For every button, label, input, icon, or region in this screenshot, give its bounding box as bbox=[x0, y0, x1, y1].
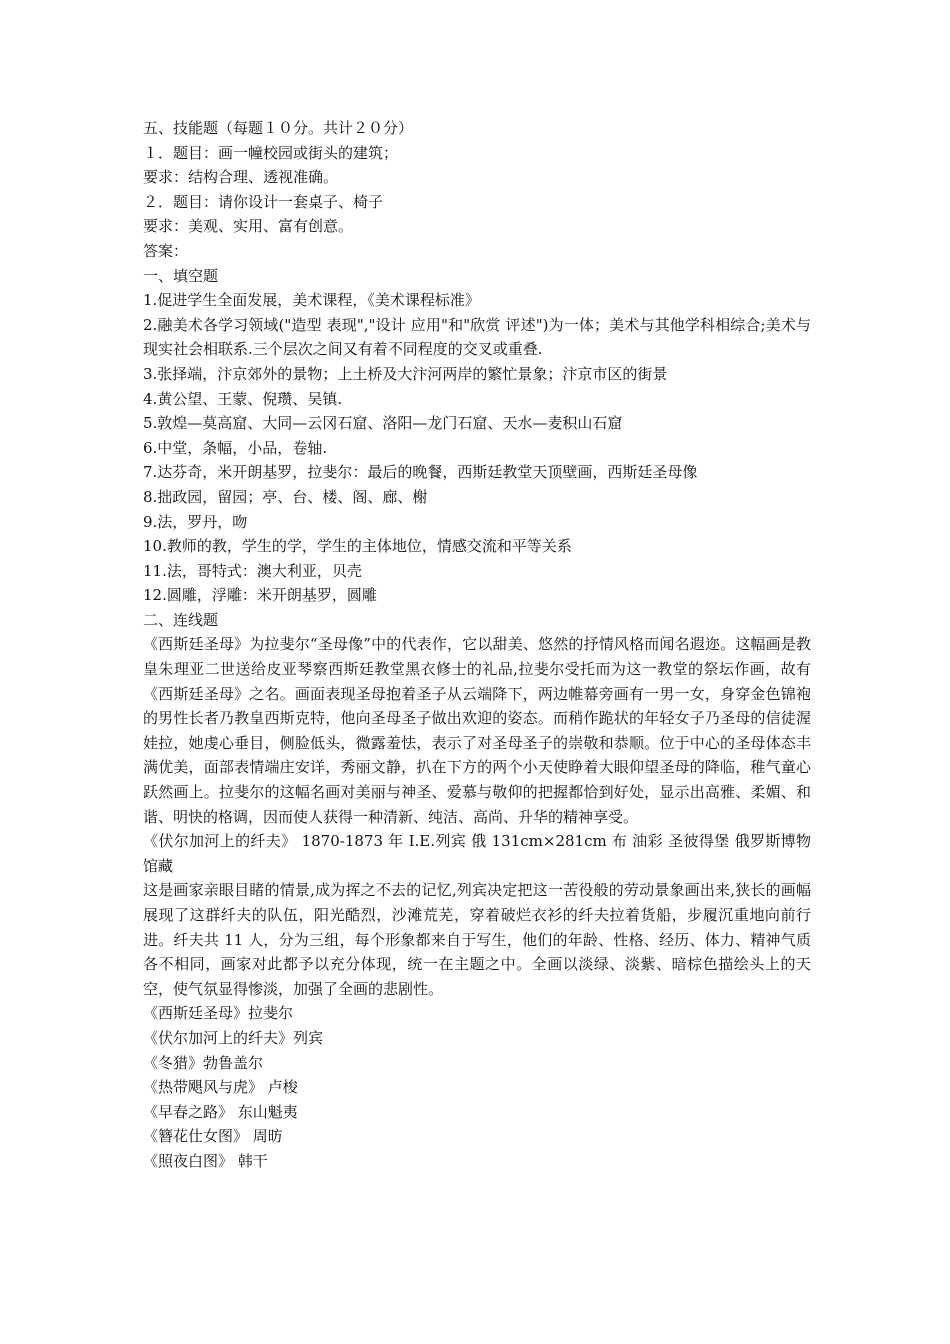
answer-item: 3.张择端，汴京郊外的景物；上土桥及大汴河两岸的繁忙景象；汴京市区的街景 bbox=[143, 364, 668, 383]
answer-item: 10.教师的教，学生的学，学生的主体地位，情感交流和平等关系 bbox=[143, 537, 572, 556]
question-2-requirement: 要求：美观、实用、富有创意。 bbox=[143, 217, 354, 236]
barge-haulers-caption: 《伏尔加河上的纤夫》 1870-1873 年 I.E.列宾 俄 131cm×281cm 布 油彩 圣彼得堡 俄罗斯博物馆藏 bbox=[143, 832, 811, 875]
barge-haulers-paragraph: 这是画家亲眼目睹的情景,成为挥之不去的记忆,列宾决定把这一苦役般的劳动景象画出来,狭长的画幅展现了这群纤夫的队伍，阳光酷烈，沙滩荒芜，穿着破烂衣衫的纤夫拉着货船，步履沉重地向前行进。纤夫共 11 人，分为三组，每个形象都来自于写生，他们的年龄、性格、经历、体力、精神气质各不相同，画家对此都予以充分体现，统一在主题之中。全画以淡绿、淡紫、暗棕色描绘头上的天空，使气氛显得惨淡，加强了全画的悲剧性。 bbox=[143, 881, 811, 998]
artwork-artist-pair: 《早春之路》 东山魁夷 bbox=[143, 1102, 298, 1121]
answer-item: 4.黄公望、王蒙、倪瓒、吴镇. bbox=[143, 389, 343, 408]
answers-label: 答案： bbox=[143, 241, 189, 260]
artwork-artist-pair: 《照夜白图》 韩干 bbox=[143, 1151, 268, 1170]
matching-heading: 二、连线题 bbox=[143, 610, 219, 629]
question-1-requirement: 要求：结构合理、透视准确。 bbox=[143, 168, 339, 187]
artwork-artist-pair: 《冬猎》勃鲁盖尔 bbox=[143, 1053, 264, 1072]
answer-item: 2.融美术各学习领域("造型 表现","设计 应用"和"欣赏 评述")为一体；美术与其他学科相综合;美术与现实社会相联系.三个层次之间又有着不同程度的交叉或重叠. bbox=[143, 315, 811, 359]
fill-blank-heading: 一、填空题 bbox=[143, 266, 219, 285]
artwork-artist-pair: 《伏尔加河上的纤夫》列宾 bbox=[143, 1028, 324, 1047]
answer-item: 7.达芬奇，米开朗基罗，拉斐尔：最后的晚餐，西斯廷教堂天顶壁画，西斯廷圣母像 bbox=[143, 463, 698, 482]
sistine-madonna-paragraph: 《西斯廷圣母》为拉斐尔“圣母像”中的代表作，它以甜美、悠然的抒情风格而闻名遐迩。这幅画是教皇朱理亚二世送给皮亚琴察西斯廷教堂黑衣修士的礼品,拉斐尔受托而为这一教堂的祭坛作画，故有《西斯廷圣母》之名。画面表现圣母抱着圣子从云端降下，两边帷幕旁画有一男一女，身穿金色锦袍的男性长者乃教皇西斯克特，他向圣母圣子做出欢迎的姿态。而稍作跪状的年轻女子乃圣母的信徒渥娃拉，她虔心垂目，侧脸低头，微露羞怯，表示了对圣母圣子的崇敬和恭顺。位于中心的圣母体态丰满优美，面部表情端庄安详，秀丽文静，扒在下方的两个小天使睁着大眼仰望圣母的降临，稚气童心跃然画上。拉斐尔的这幅名画对美丽与神圣、爱慕与敬仰的把握都恰到好处，显示出高雅、柔媚、和谐、明快的格调，因而使人获得一种清新、纯洁、高尚、升华的精神享受。 bbox=[143, 635, 811, 826]
artwork-artist-pair: 《热带飓风与虎》 卢梭 bbox=[143, 1078, 298, 1097]
answer-item: 11.法，哥特式：澳大利亚，贝壳 bbox=[143, 561, 362, 580]
answer-item: 8.拙政园，留园；亭、台、楼、阁、廊、榭 bbox=[143, 487, 428, 506]
artwork-artist-pair: 《簪花仕女图》 周昉 bbox=[143, 1127, 283, 1146]
answer-item: 12.圆雕，浮雕：米开朗基罗，圆雕 bbox=[143, 586, 377, 605]
answer-item: 5.敦煌—莫高窟、大同—云冈石窟、洛阳—龙门石窟、天水—麦积山石窟 bbox=[143, 414, 623, 433]
answer-item: 9.法，罗丹，吻 bbox=[143, 512, 248, 531]
artwork-artist-pair: 《西斯廷圣母》拉斐尔 bbox=[143, 1004, 294, 1023]
document-page bbox=[143, 116, 811, 1174]
answer-item: 1.促进学生全面发展，美术课程，《美术课程标准》 bbox=[143, 291, 480, 310]
question-1-title: １．题目：画一幢校园或街头的建筑； bbox=[143, 143, 399, 162]
answer-item: 6.中堂，条幅，小品，卷轴. bbox=[143, 438, 328, 457]
question-2-title: ２．题目：请你设计一套桌子、椅子 bbox=[143, 192, 384, 211]
section-heading-skills: 五、技能题（每题１０分。共计２０分） bbox=[143, 119, 414, 137]
